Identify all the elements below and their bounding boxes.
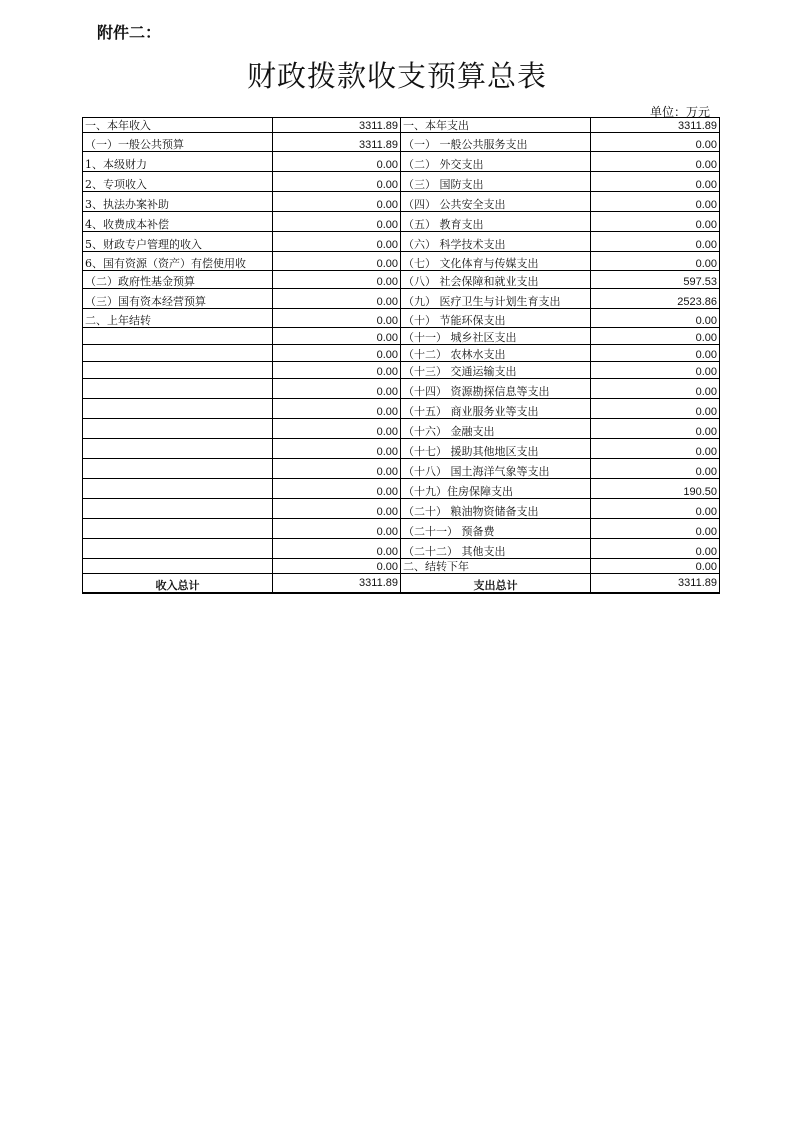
income-item-value: 0.00 — [273, 271, 401, 289]
expense-item-value: 0.00 — [591, 499, 720, 519]
income-item-value: 0.00 — [273, 172, 401, 192]
expense-item-value: 0.00 — [591, 133, 720, 152]
income-item-label — [83, 479, 273, 499]
income-item-value: 0.00 — [273, 459, 401, 479]
expense-item-label: （八） 社会保障和就业支出 — [401, 271, 591, 289]
table-row — [83, 439, 720, 459]
income-item-label: 二、上年结转 — [83, 309, 273, 328]
expense-item-label: （十四） 资源勘探信息等支出 — [401, 379, 591, 399]
income-item-label — [83, 519, 273, 539]
income-item-value: 0.00 — [273, 539, 401, 559]
expense-item-value: 0.00 — [591, 519, 720, 539]
expense-item-label: （七） 文化体育与传媒支出 — [401, 252, 591, 271]
income-total-value: 3311.89 — [273, 574, 401, 593]
table-row — [83, 539, 720, 559]
income-item-value: 0.00 — [273, 212, 401, 232]
income-item-label — [83, 419, 273, 439]
expense-item-label: （十三） 交通运输支出 — [401, 362, 591, 379]
table-row — [83, 519, 720, 539]
table-row — [83, 379, 720, 399]
income-item-value: 0.00 — [273, 252, 401, 271]
income-item-value: 0.00 — [273, 309, 401, 328]
expense-item-value: 0.00 — [591, 559, 720, 574]
income-item-label — [83, 559, 273, 574]
income-item-label — [83, 459, 273, 479]
income-item-label: 2、专项收入 — [83, 172, 273, 192]
table-row — [83, 328, 720, 345]
expense-item-label: （四） 公共安全支出 — [401, 192, 591, 212]
expense-item-value: 0.00 — [591, 172, 720, 192]
income-item-label — [83, 499, 273, 519]
expense-item-label: （十） 节能环保支出 — [401, 309, 591, 328]
income-item-value: 0.00 — [273, 559, 401, 574]
totals-row — [83, 574, 720, 593]
income-item-value: 0.00 — [273, 439, 401, 459]
expense-total-value: 3311.89 — [591, 574, 720, 593]
income-item-value: 0.00 — [273, 379, 401, 399]
income-item-value: 0.00 — [273, 499, 401, 519]
income-item-value: 0.00 — [273, 479, 401, 499]
income-item-label — [83, 539, 273, 559]
table-row — [83, 345, 720, 362]
income-total-label: 收入总计 — [83, 574, 273, 593]
expense-item-label: （十五） 商业服务业等支出 — [401, 399, 591, 419]
table-row — [83, 172, 720, 192]
income-item-label: 5、财政专户管理的收入 — [83, 232, 273, 252]
income-item-label — [83, 399, 273, 419]
income-item-label: 一、本年收入 — [83, 118, 273, 133]
unit-label: 单位：万元 — [650, 105, 711, 119]
table-row — [83, 362, 720, 379]
income-item-value: 0.00 — [273, 289, 401, 309]
expense-item-value: 0.00 — [591, 192, 720, 212]
income-item-value: 0.00 — [273, 328, 401, 345]
expense-item-label: （二十二） 其他支出 — [401, 539, 591, 559]
expense-item-value: 597.53 — [591, 271, 720, 289]
income-item-value: 0.00 — [273, 399, 401, 419]
income-item-label — [83, 362, 273, 379]
expense-item-label: （十九）住房保障支出 — [401, 479, 591, 499]
expense-item-value: 0.00 — [591, 152, 720, 172]
table-row — [83, 271, 720, 289]
expense-item-value: 0.00 — [591, 309, 720, 328]
expense-item-label: 一、本年支出 — [401, 118, 591, 133]
expense-item-label: （五） 教育支出 — [401, 212, 591, 232]
income-item-value: 3311.89 — [273, 133, 401, 152]
expense-item-value: 0.00 — [591, 459, 720, 479]
table-row — [83, 152, 720, 172]
expense-item-value: 0.00 — [591, 419, 720, 439]
expense-item-label: （六） 科学技术支出 — [401, 232, 591, 252]
expense-item-value: 0.00 — [591, 399, 720, 419]
expense-item-value: 0.00 — [591, 232, 720, 252]
expense-item-label: （一） 一般公共服务支出 — [401, 133, 591, 152]
table-row — [83, 499, 720, 519]
expense-item-value: 2523.86 — [591, 289, 720, 309]
income-item-value: 0.00 — [273, 232, 401, 252]
income-item-label — [83, 439, 273, 459]
page-title: 财政拨款收支预算总表 — [246, 59, 547, 93]
expense-item-label: 二、结转下年 — [401, 559, 591, 574]
expense-item-label: （十六） 金融支出 — [401, 419, 591, 439]
table-row — [83, 192, 720, 212]
income-item-value: 0.00 — [273, 345, 401, 362]
expense-item-value: 0.00 — [591, 362, 720, 379]
expense-item-label: （十一） 城乡社区支出 — [401, 328, 591, 345]
table-row — [83, 118, 720, 133]
attachment-label: 附件二： — [97, 23, 162, 42]
budget-table — [82, 117, 720, 594]
expense-item-value: 0.00 — [591, 328, 720, 345]
income-item-label: 3、执法办案补助 — [83, 192, 273, 212]
income-item-label: （三）国有资本经营预算 — [83, 289, 273, 309]
expense-item-value: 0.00 — [591, 379, 720, 399]
expense-item-value: 0.00 — [591, 439, 720, 459]
table-row — [83, 212, 720, 232]
expense-item-label: （二十） 粮油物资储备支出 — [401, 499, 591, 519]
expense-item-value: 0.00 — [591, 345, 720, 362]
table-row — [83, 289, 720, 309]
income-item-label: 1、本级财力 — [83, 152, 273, 172]
expense-item-label: （十七） 援助其他地区支出 — [401, 439, 591, 459]
expense-item-label: （十二） 农林水支出 — [401, 345, 591, 362]
expense-item-label: （二） 外交支出 — [401, 152, 591, 172]
table-row — [83, 559, 720, 574]
expense-item-label: （十八） 国土海洋气象等支出 — [401, 459, 591, 479]
expense-item-label: （九） 医疗卫生与计划生育支出 — [401, 289, 591, 309]
income-item-label — [83, 328, 273, 345]
table-row — [83, 479, 720, 499]
expense-item-value: 0.00 — [591, 212, 720, 232]
table-row — [83, 133, 720, 152]
expense-item-value: 0.00 — [591, 252, 720, 271]
income-item-label — [83, 379, 273, 399]
expense-item-value: 3311.89 — [591, 118, 720, 133]
expense-item-value: 0.00 — [591, 539, 720, 559]
table-row — [83, 419, 720, 439]
income-item-value: 0.00 — [273, 192, 401, 212]
table-row — [83, 309, 720, 328]
income-item-label: （二）政府性基金预算 — [83, 271, 273, 289]
table-row — [83, 399, 720, 419]
income-item-label — [83, 345, 273, 362]
expense-item-value: 190.50 — [591, 479, 720, 499]
table-row — [83, 232, 720, 252]
income-item-label: 6、国有资源（资产）有偿使用收 — [83, 252, 273, 271]
income-item-label: （一）一般公共预算 — [83, 133, 273, 152]
expense-item-label: （二十一） 预备费 — [401, 519, 591, 539]
income-item-value: 3311.89 — [273, 118, 401, 133]
table-row — [83, 459, 720, 479]
budget-table-body — [83, 118, 720, 574]
income-item-value: 0.00 — [273, 362, 401, 379]
expense-total-label: 支出总计 — [401, 574, 591, 593]
income-item-value: 0.00 — [273, 419, 401, 439]
income-item-value: 0.00 — [273, 519, 401, 539]
income-item-label: 4、收费成本补偿 — [83, 212, 273, 232]
income-item-value: 0.00 — [273, 152, 401, 172]
table-row — [83, 252, 720, 271]
expense-item-label: （三） 国防支出 — [401, 172, 591, 192]
